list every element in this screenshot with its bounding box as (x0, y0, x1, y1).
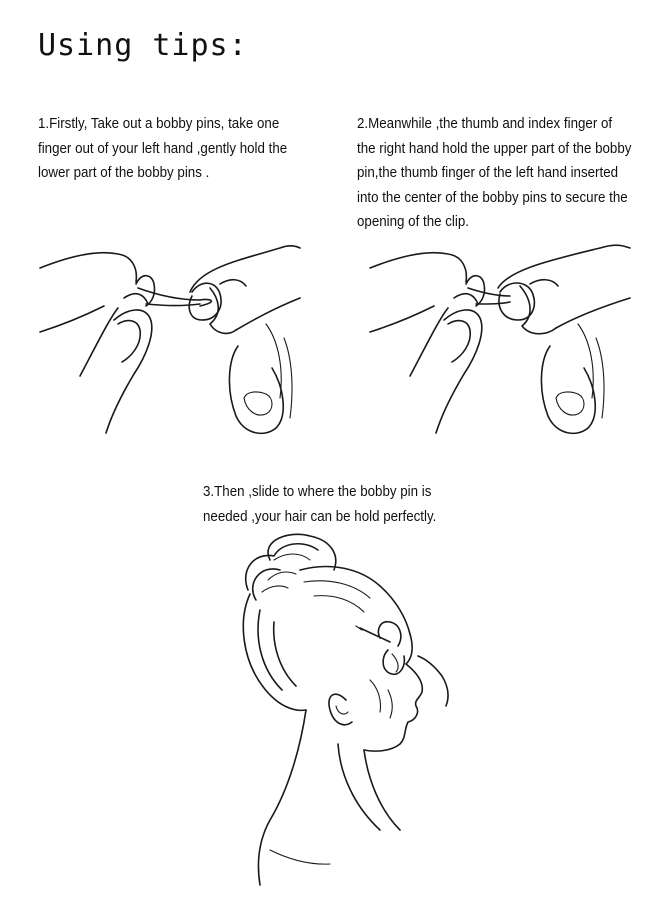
step-1-text (38, 112, 287, 186)
step-line: 1.Firstly, Take out a bobby pins, take one (38, 116, 280, 132)
step-line: into the center of the bobby pins to secure the (357, 189, 628, 206)
step-line: opening of the clip. (357, 214, 469, 230)
step-2-hands-illustration (370, 228, 630, 443)
step-line: the right hand hold the upper part of the bobby (357, 140, 632, 157)
step-line: needed ,your hair can be hold perfectly. (203, 508, 437, 525)
step-line: pin,the thumb finger of the left hand inserted (357, 165, 619, 181)
step-line: 2.Meanwhile ,the thumb and index finger of (357, 116, 613, 132)
step-1-hands-illustration (40, 228, 300, 443)
step-3-text (203, 480, 436, 529)
step-2-text (357, 112, 631, 235)
step-line: lower part of the bobby pins . (38, 165, 210, 181)
step-3-woman-illustration (230, 530, 460, 885)
page-title: Using tips: (38, 28, 248, 63)
step-line: 3.Then ,slide to where the bobby pin is (203, 484, 432, 500)
step-line: finger out of your left hand ,gently hold the (38, 140, 288, 157)
